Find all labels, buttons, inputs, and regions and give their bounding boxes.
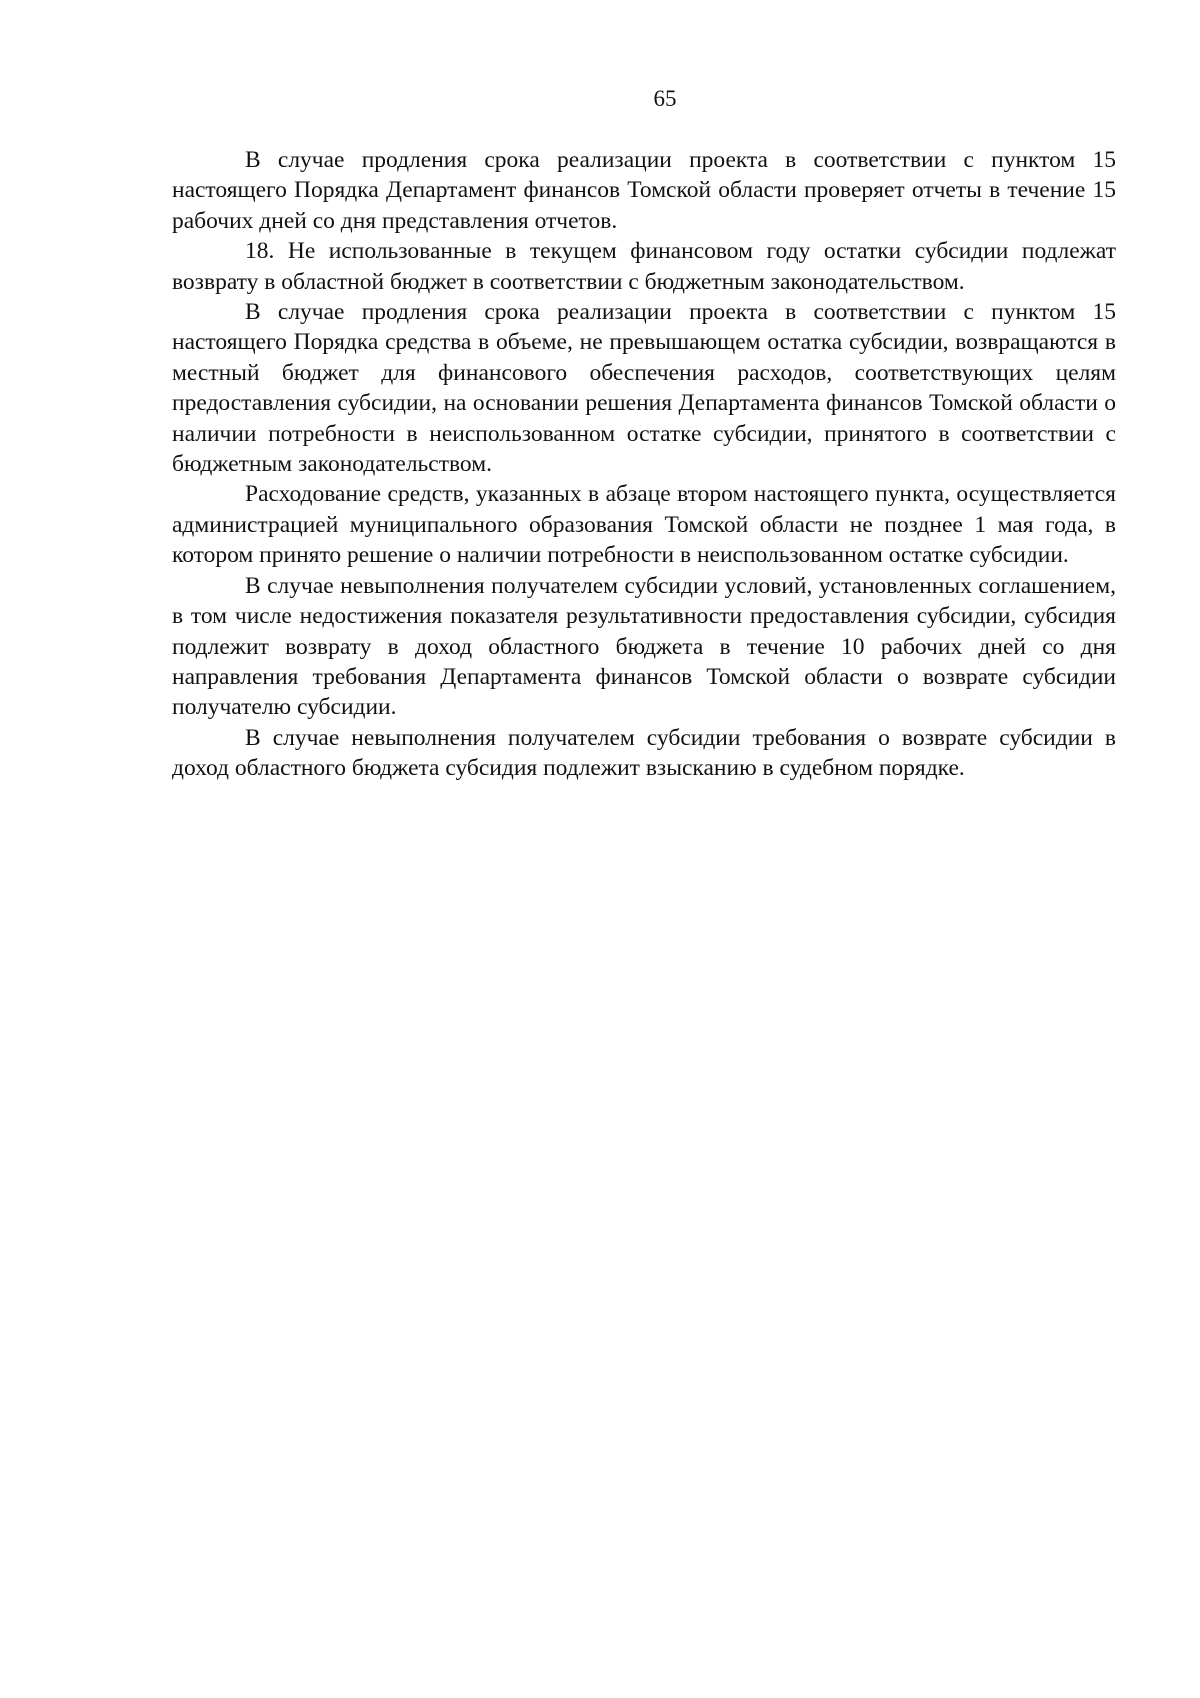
paragraph: В случае невыполнения получателем субсидии требования о возврате субсидии в доход областного бюджета субсидия подлежит взысканию в судебном порядке. bbox=[172, 724, 1116, 782]
paragraph: В случае продления срока реализации проекта в соответствии с пунктом 15 настоящего Порядка средства в объеме, не превышающем остатка субсидии, возвращаются в местный бюджет для финансового обеспечения расходов, соответствующих целям предоставления субсидии, на основании решения Департамента финансов Томской области о наличии потребности в неиспользованном остатке субсидии, принятого в соответствии с бюджетным законодательством. bbox=[172, 299, 1116, 478]
paragraph: Расходование средств, указанных в абзаце втором настоящего пункта, осуществляется администрацией муниципального образования Томской области не позднее 1 мая года, в котором принято решение о наличии потребности в неиспользованном остатке субсидии. bbox=[172, 481, 1116, 569]
paragraph: В случае продления срока реализации проекта в соответствии с пунктом 15 настоящего Порядка Департамент финансов Томской области проверяет отчеты в течение 15 рабочих дней со дня представления отчетов. bbox=[172, 147, 1116, 234]
paragraph: В случае невыполнения получателем субсидии условий, установленных соглашением, в том числе недостижения показателя результативности предоставления субсидии, субсидия подлежит возврату в доход областного бюджета в течение 10 рабочих дней со дня направления требования Департамента финансов Томской области о возврате субсидии получателю субсидии. bbox=[172, 572, 1116, 721]
page-number: 65 bbox=[653, 86, 677, 111]
paragraph: 18. Не использованные в текущем финансовом году остатки субсидии подлежат возврату в областной бюджет в соответствии с бюджетным законодательством. bbox=[172, 238, 1116, 295]
document-body bbox=[172, 145, 1116, 784]
